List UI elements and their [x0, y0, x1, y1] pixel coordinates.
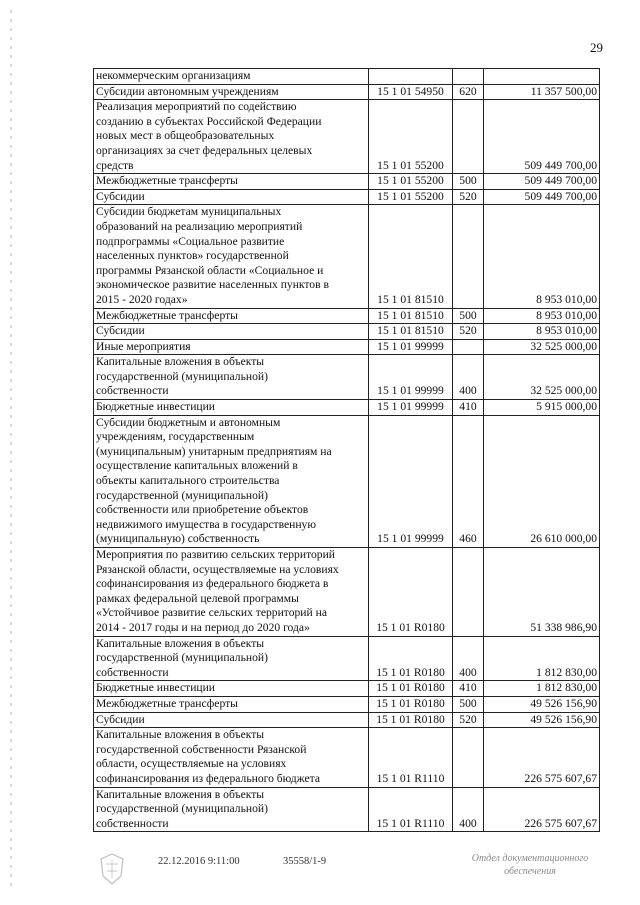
- row-description: Капитальные вложения в объекты государственной (муниципальной) собственности: [94, 355, 369, 400]
- row-expense-type: [453, 100, 484, 174]
- table-row: [94, 400, 600, 416]
- row-amount: 509 449 700,00: [484, 189, 600, 205]
- row-expense-type: [453, 205, 484, 308]
- row-amount: 8 953 010,00: [484, 205, 600, 308]
- row-budget-code: 15 1 01 R1110: [369, 787, 453, 832]
- row-expense-type: 500: [453, 696, 484, 712]
- row-description: Капитальные вложения в объекты государственной (муниципальной) собственности: [94, 636, 369, 681]
- row-budget-code: 15 1 01 R0180: [369, 696, 453, 712]
- row-amount: 26 610 000,00: [484, 415, 600, 547]
- row-amount: 226 575 607,67: [484, 728, 600, 787]
- row-budget-code: 15 1 01 55200: [369, 174, 453, 190]
- table-row: [94, 728, 600, 787]
- table-row: [94, 696, 600, 712]
- row-budget-code: 15 1 01 99999: [369, 400, 453, 416]
- row-expense-type: 500: [453, 174, 484, 190]
- table-row: [94, 339, 600, 355]
- row-description: Субсидии: [94, 712, 369, 728]
- table-row: [94, 415, 600, 547]
- row-amount: 509 449 700,00: [484, 100, 600, 174]
- table-row: [94, 189, 600, 205]
- row-budget-code: 15 1 01 R1110: [369, 728, 453, 787]
- row-amount: [484, 69, 600, 85]
- row-budget-code: 15 1 01 99999: [369, 339, 453, 355]
- row-expense-type: 500: [453, 308, 484, 324]
- row-amount: 49 526 156,90: [484, 696, 600, 712]
- row-expense-type: 400: [453, 787, 484, 832]
- table-row: [94, 100, 600, 174]
- row-budget-code: [369, 69, 453, 85]
- row-description: Капитальные вложения в объекты государственной (муниципальной) собственности: [94, 787, 369, 832]
- footer-registration-number: 35558/1-9: [283, 856, 327, 867]
- table-row: [94, 174, 600, 190]
- row-amount: 509 449 700,00: [484, 174, 600, 190]
- row-description: Межбюджетные трансферты: [94, 696, 369, 712]
- row-description: Мероприятия по развитию сельских территорий Рязанской области, осуществляемые на условиях софинансирования из федерального бюджета в рамках федеральной целевой программы «Устойчивое развитие сельских территорий на 2014 - 2017 годы и на период до 2020 года»: [94, 548, 369, 637]
- row-budget-code: 15 1 01 R0180: [369, 681, 453, 697]
- table-row: [94, 548, 600, 637]
- row-expense-type: 620: [453, 84, 484, 100]
- row-budget-code: 15 1 01 99999: [369, 415, 453, 547]
- row-description: Субсидии: [94, 189, 369, 205]
- row-expense-type: 400: [453, 355, 484, 400]
- row-amount: 1 812 830,00: [484, 636, 600, 681]
- row-amount: 11 357 500,00: [484, 84, 600, 100]
- table-row: [94, 324, 600, 340]
- table-row: [94, 355, 600, 400]
- row-description: Субсидии бюджетам муниципальных образований на реализацию мероприятий подпрограммы «Социальное развитие населенных пунктов» государственной программы Рязанской области «Социальное и экономическое развитие населенных пунктов в 2015 - 2020 годах»: [94, 205, 369, 308]
- row-expense-type: 410: [453, 681, 484, 697]
- row-expense-type: 460: [453, 415, 484, 547]
- row-budget-code: 15 1 01 81510: [369, 324, 453, 340]
- row-amount: 32 525 000,00: [484, 355, 600, 400]
- row-description: Бюджетные инвестиции: [94, 681, 369, 697]
- budget-table: [93, 68, 600, 832]
- row-expense-type: 520: [453, 189, 484, 205]
- row-budget-code: 15 1 01 54950: [369, 84, 453, 100]
- row-budget-code: 15 1 01 81510: [369, 308, 453, 324]
- table-row: [94, 69, 600, 85]
- table-row: [94, 681, 600, 697]
- row-description: Субсидии автономным учреждениям: [94, 84, 369, 100]
- row-amount: 51 338 986,90: [484, 548, 600, 637]
- row-amount: 49 526 156,90: [484, 712, 600, 728]
- row-description: Межбюджетные трансферты: [94, 308, 369, 324]
- footer-date: 22.12.2016 9:11:00: [158, 856, 240, 867]
- row-amount: 226 575 607,67: [484, 787, 600, 832]
- row-budget-code: 15 1 01 R0180: [369, 712, 453, 728]
- row-description: некоммерческим организациям: [94, 69, 369, 85]
- coat-of-arms-emblem: [97, 852, 127, 886]
- table-row: [94, 787, 600, 832]
- table-row: [94, 712, 600, 728]
- footer-stamp: Отдел документационного обеспечения: [471, 853, 589, 877]
- table-row: [94, 205, 600, 308]
- row-description: Субсидии: [94, 324, 369, 340]
- row-description: Иные мероприятия: [94, 339, 369, 355]
- row-budget-code: 15 1 01 R0180: [369, 636, 453, 681]
- row-description: Реализация мероприятий по содействию созданию в субъектах Российской Федерации новых мест в общеобразовательных организациях за счет федеральных целевых средств: [94, 100, 369, 174]
- page-number: 29: [590, 40, 603, 55]
- row-amount: 8 953 010,00: [484, 324, 600, 340]
- row-expense-type: 410: [453, 400, 484, 416]
- row-budget-code: 15 1 01 55200: [369, 189, 453, 205]
- row-description: Межбюджетные трансферты: [94, 174, 369, 190]
- row-expense-type: [453, 69, 484, 85]
- row-amount: 8 953 010,00: [484, 308, 600, 324]
- row-budget-code: 15 1 01 99999: [369, 355, 453, 400]
- budget-table-body: [94, 69, 600, 832]
- row-expense-type: 400: [453, 636, 484, 681]
- row-expense-type: [453, 339, 484, 355]
- row-expense-type: [453, 728, 484, 787]
- row-amount: 1 812 830,00: [484, 681, 600, 697]
- table-row: [94, 84, 600, 100]
- table-row: [94, 636, 600, 681]
- row-budget-code: 15 1 01 R0180: [369, 548, 453, 637]
- row-budget-code: 15 1 01 55200: [369, 100, 453, 174]
- row-description: Бюджетные инвестиции: [94, 400, 369, 416]
- row-expense-type: 520: [453, 712, 484, 728]
- scan-margin-mark: [10, 10, 12, 890]
- row-expense-type: [453, 548, 484, 637]
- row-amount: 5 915 000,00: [484, 400, 600, 416]
- row-description: Капитальные вложения в объекты государственной собственности Рязанской области, осуществляемые на условиях софинансирования из федерального бюджета: [94, 728, 369, 787]
- row-amount: 32 525 000,00: [484, 339, 600, 355]
- row-expense-type: 520: [453, 324, 484, 340]
- table-row: [94, 308, 600, 324]
- row-description: Субсидии бюджетным и автономным учреждениям, государственным (муниципальным) унитарным предприятиям на осуществление капитальных вложений в объекты капитального строительства государственной (муниципальной) собственности или приобретение объектов недвижимого имущества в государственную (муниципальную) собственность: [94, 415, 369, 547]
- row-budget-code: 15 1 01 81510: [369, 205, 453, 308]
